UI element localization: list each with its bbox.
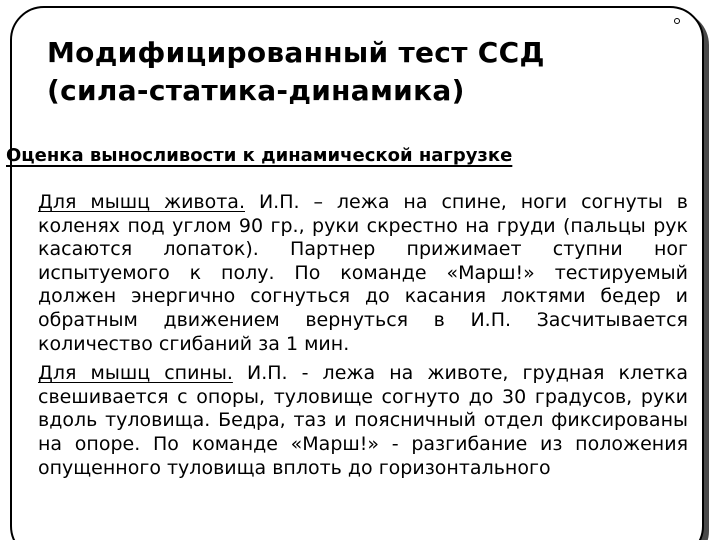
slide-title [47, 34, 687, 110]
title-line-2: (сила-статика-динамика) [47, 74, 465, 107]
body-text [38, 191, 688, 486]
corner-dot [674, 18, 680, 24]
paragraph-text: И.П. – лежа на спине, ноги согнуты в коленях под углом 90 гр., руки скрестно на груди (пальцы рук касаются лопаток). Партнер прижимает ступни ног испытуемого к полу. По команде «Марш!» тестируемый должен энергично согнуться до касания локтями бедер и обратным движением вернуться в И.П. Засчитывается количество сгибаний за 1 мин. [38, 191, 688, 355]
paragraph-abdominal [38, 191, 688, 356]
paragraph-text: И.П. - лежа на животе, грудная клетка свешивается с опоры, туловище согнуто до 30 градусов, руки вдоль туловища. Бедра, таз и поясничный отдел фиксированы на опоре. По команде «Марш!» - разгибание из положения опущенного туловища вплоть до горизонтального [38, 362, 688, 479]
paragraph-back [38, 362, 688, 480]
paragraph-lead: Для мышц живота. [38, 191, 245, 213]
title-line-1: Модифицированный тест ССД [47, 36, 545, 69]
paragraph-lead: Для мышц спины. [38, 362, 233, 385]
section-heading: Оценка выносливости к динамической нагрузке [6, 145, 513, 166]
